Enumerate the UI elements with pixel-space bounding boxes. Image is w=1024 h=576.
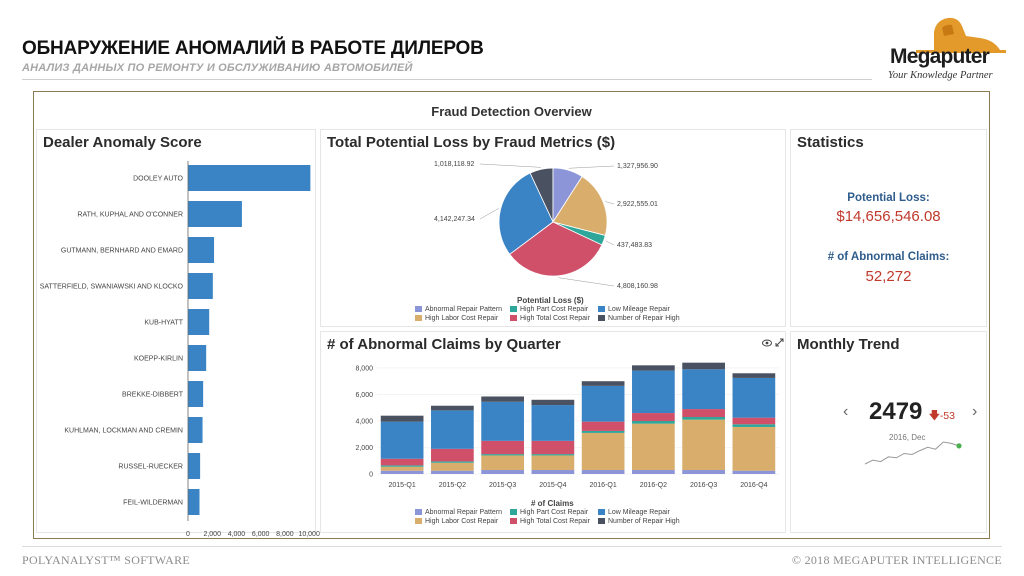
dealer-label: SATTERFIELD, SWANIAWSKI AND KLOCKO [39, 283, 183, 291]
potential-loss-panel [320, 129, 786, 327]
down-arrow-icon: 🡇 [929, 410, 940, 422]
claims-bar-segment [381, 422, 424, 459]
legend-swatch [415, 315, 422, 321]
claims-y-tick: 8,000 [355, 365, 373, 373]
claims-bar-segment [431, 406, 474, 411]
potential-loss-legend [415, 306, 715, 326]
legend-swatch [598, 509, 605, 515]
dealer-bar [188, 381, 203, 407]
claims-bar-segment [733, 427, 776, 471]
dealer-bar [188, 417, 203, 443]
legend-label: Low Mileage Repair [608, 306, 670, 313]
claims-legend-title: # of Claims [531, 499, 574, 508]
dealer-label: FEIL-WILDERMAN [123, 499, 183, 507]
legend-swatch [415, 518, 422, 524]
claims-bar-segment [481, 402, 524, 441]
dealer-bar [188, 237, 214, 263]
claims-legend [415, 509, 715, 529]
chevron-left-icon[interactable]: ‹ [843, 403, 849, 420]
legend-label: High Total Cost Repair [520, 518, 590, 525]
claims-bar-segment [582, 470, 625, 474]
claims-bar-segment [481, 455, 524, 470]
dealer-label: RUSSEL-RUECKER [118, 463, 183, 471]
dashboard-title: Fraud Detection Overview [431, 104, 592, 119]
claims-bar-segment [481, 454, 524, 455]
claims-x-tick: 2016-Q4 [740, 482, 768, 489]
claims-bar-segment [481, 470, 524, 474]
claims-x-tick: 2016-Q2 [639, 482, 667, 489]
page-title: ОБНАРУЖЕНИЕ АНОМАЛИЙ В РАБОТЕ ДИЛЕРОВ [22, 38, 484, 59]
dashboard [33, 91, 990, 539]
pie-slice-label: 4,808,160.98 [617, 283, 658, 290]
sparkline-endpoint [956, 443, 961, 448]
claims-bar-segment [582, 433, 625, 470]
dealer-x-tick: 10,000 [298, 531, 320, 538]
dealer-label: BREKKE-DIBBERT [122, 391, 183, 399]
dealer-label: DOOLEY AUTO [133, 175, 183, 183]
claims-bar-segment [632, 365, 675, 370]
dealer-anomaly-panel [36, 129, 320, 538]
claims-bar-segment [431, 471, 474, 474]
claims-bar-segment [381, 467, 424, 471]
dealer-anomaly-title: Dealer Anomaly Score [43, 134, 202, 151]
pie-slice-label: 437,483.83 [617, 242, 653, 249]
footer-divider [22, 546, 1002, 547]
potential-loss-label: Potential Loss: [847, 192, 930, 204]
pie-leader-line [605, 201, 614, 204]
dealer-x-tick: 4,000 [227, 531, 246, 538]
potential-loss-legend-title: Potential Loss ($) [517, 296, 584, 305]
legend-label: Abnormal Repair Pattern [425, 306, 503, 313]
claims-bar-segment [582, 422, 625, 431]
claims-by-quarter-panel [320, 331, 786, 533]
logo-wordmark: Megaputer [890, 45, 989, 68]
legend-item[interactable] [415, 306, 502, 313]
dealer-bar [188, 165, 310, 191]
claims-bar-segment [682, 420, 725, 470]
legend-label: High Part Cost Repair [520, 306, 589, 313]
legend-swatch [510, 518, 517, 524]
statistics-title: Statistics [797, 134, 864, 151]
claims-bar-segment [733, 424, 776, 427]
statistics-panel [790, 129, 987, 327]
potential-loss-title: Total Potential Loss by Fraud Metrics ($) [327, 134, 616, 151]
claims-x-tick: 2016-Q3 [690, 482, 718, 489]
pie-slice-label: 4,142,247.34 [434, 216, 475, 223]
dealer-bar [188, 309, 209, 335]
claims-bar-segment [481, 441, 524, 454]
dealer-label: KUHLMAN, LOCKMAN AND CREMIN [64, 427, 183, 435]
legend-swatch [510, 509, 517, 515]
footer-product: POLYANALYST™ SOFTWARE [22, 553, 191, 567]
legend-item[interactable] [415, 315, 498, 322]
dealer-bar [188, 453, 200, 479]
dealer-x-tick: 8,000 [276, 531, 294, 538]
legend-label: High Total Cost Repair [520, 315, 590, 322]
claims-bar-segment [431, 461, 474, 462]
claims-bar-segment [682, 417, 725, 420]
pie-slice-label: 1,018,118.92 [434, 161, 475, 168]
legend-label: Number of Repair High [608, 315, 680, 322]
pie-leader-line [559, 278, 614, 286]
claims-bar-segment [381, 465, 424, 466]
legend-item[interactable] [415, 518, 498, 525]
legend-label: High Labor Cost Repair [425, 315, 499, 322]
legend-label: Low Mileage Repair [608, 509, 670, 516]
claims-bar-segment [532, 455, 575, 470]
claims-bar-segment [682, 409, 725, 417]
legend-swatch [415, 306, 422, 312]
dealer-label: KUB-HYATT [144, 319, 183, 327]
claims-bar-segment [733, 378, 776, 418]
claims-bar-segment [632, 413, 675, 421]
dealer-bar [188, 273, 213, 299]
legend-item[interactable] [598, 518, 680, 525]
pie-slice-label: 2,922,555.01 [617, 201, 658, 208]
legend-item[interactable] [598, 315, 680, 322]
dealer-label: GUTMANN, BERNHARD AND EMARD [60, 247, 183, 255]
claims-bar-segment [733, 471, 776, 474]
claims-y-tick: 6,000 [355, 391, 373, 399]
legend-swatch [510, 306, 517, 312]
legend-label: High Labor Cost Repair [425, 518, 499, 525]
claims-bar-segment [582, 431, 625, 433]
claims-bar-segment [632, 371, 675, 413]
dealer-label: KOEPP-KIRLIN [133, 355, 183, 363]
dealer-bar [188, 201, 242, 227]
pie-leader-line [480, 164, 541, 167]
legend-item[interactable] [510, 315, 590, 322]
footer-copyright: © 2018 MEGAPUTER INTELLIGENCE [791, 553, 1002, 567]
claims-x-tick: 2015-Q3 [489, 482, 517, 489]
abnormal-claims-label: # of Abnormal Claims: [827, 251, 950, 263]
dealer-bar [188, 345, 206, 371]
claims-bar-segment [632, 470, 675, 474]
claims-bar-segment [431, 463, 474, 471]
claims-y-tick: 2,000 [355, 444, 373, 452]
claims-bar-segment [532, 400, 575, 405]
claims-bar-segment [682, 363, 725, 370]
claims-y-tick: 4,000 [355, 418, 373, 426]
legend-swatch [598, 315, 605, 321]
pie-leader-line [569, 166, 614, 168]
legend-item[interactable] [510, 306, 588, 313]
potential-loss-value: $14,656,546.08 [836, 208, 941, 225]
claims-bar-segment [481, 396, 524, 401]
claims-bar-segment [733, 373, 776, 378]
pie-leader-line [480, 208, 499, 219]
dealer-x-tick: 0 [186, 531, 190, 538]
trend-value: 2479 [869, 398, 923, 425]
dealer-label: RATH, KUPHAL AND O'CONNER [77, 211, 183, 219]
legend-item[interactable] [415, 509, 502, 516]
pie-leader-line [606, 241, 614, 245]
dealer-x-tick: 2,000 [203, 531, 221, 538]
claims-bar-segment [582, 386, 625, 422]
monthly-trend-title: Monthly Trend [797, 336, 900, 353]
claims-x-tick: 2015-Q2 [438, 482, 466, 489]
pie-slice-label: 1,327,956.90 [617, 163, 658, 170]
claims-x-tick: 2015-Q4 [539, 482, 567, 489]
abnormal-claims-value: 52,272 [865, 268, 912, 285]
claims-bar-segment [682, 470, 725, 474]
claims-bar-segment [381, 459, 424, 466]
dealer-x-tick: 6,000 [251, 531, 270, 538]
trend-date: 2016, Dec [889, 433, 926, 442]
claims-bar-segment [682, 369, 725, 409]
claims-bar-segment [431, 410, 474, 448]
legend-item[interactable] [510, 518, 590, 525]
claims-bar-segment [632, 424, 675, 470]
chevron-right-icon[interactable]: › [972, 403, 978, 420]
claims-x-tick: 2015-Q1 [388, 482, 416, 489]
trend-delta-value: -53 [939, 410, 955, 422]
legend-item[interactable] [598, 509, 670, 516]
claims-bar-segment [532, 470, 575, 474]
title-divider [22, 79, 872, 80]
legend-label: Abnormal Repair Pattern [425, 509, 503, 516]
claims-bar-segment [532, 405, 575, 441]
claims-y-tick: 0 [369, 471, 373, 479]
trend-sparkline [791, 332, 988, 534]
legend-label: Number of Repair High [608, 518, 680, 525]
sparkline-path [865, 442, 959, 464]
page-subtitle: АНАЛИЗ ДАННЫХ ПО РЕМОНТУ И ОБСЛУЖИВАНИЮ АВТОМОБИЛЕЙ [22, 62, 413, 74]
legend-swatch [598, 518, 605, 524]
claims-bar-segment [582, 381, 625, 386]
logo-tagline: Your Knowledge Partner [888, 70, 993, 81]
dealer-bar [188, 489, 200, 515]
claims-bar-segment [532, 454, 575, 455]
claims-bar-segment [381, 416, 424, 422]
dealer-anomaly-chart [37, 130, 320, 538]
claims-bar-segment [381, 471, 424, 474]
legend-item[interactable] [598, 306, 670, 313]
claims-x-tick: 2016-Q1 [589, 482, 617, 489]
megaputer-logo [876, 14, 1012, 86]
monthly-trend-panel [790, 331, 987, 533]
legend-swatch [598, 306, 605, 312]
claims-bar-segment [733, 418, 776, 425]
claims-bar-segment [632, 421, 675, 424]
legend-label: High Part Cost Repair [520, 509, 589, 516]
claims-by-quarter-title: # of Abnormal Claims by Quarter [327, 336, 561, 353]
claims-bar-segment [431, 449, 474, 462]
claims-bar-segment [532, 441, 575, 454]
legend-swatch [415, 509, 422, 515]
legend-swatch [510, 315, 517, 321]
legend-item[interactable] [510, 509, 588, 516]
